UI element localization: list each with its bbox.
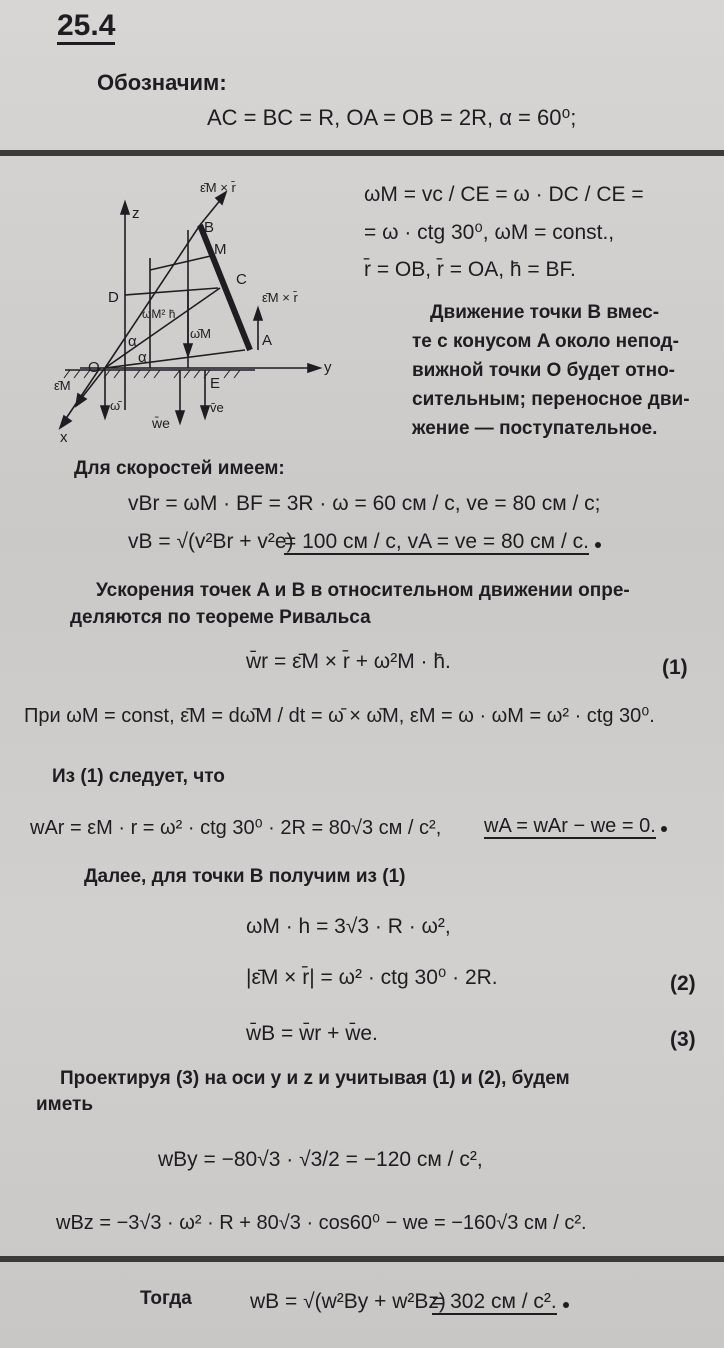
- label-z: z: [132, 205, 140, 222]
- eq-2b: |ε̄M × r̄| = ω² · ctg 30⁰ · 2R.: [246, 966, 498, 989]
- further-label: Далее, для точки B получим из (1): [84, 866, 406, 887]
- eq-vbr: vBr = ωM · BF = 3R · ω = 60 см / с, ve = 80 см / с;: [128, 492, 601, 515]
- eq-wb-right: = 302 см / с².: [432, 1290, 557, 1313]
- givens: AC = BC = R, OA = OB = 2R, α = 60⁰;: [207, 105, 577, 130]
- from-1-label: Из (1) следует, что: [52, 766, 225, 787]
- scan-edge-bottom: [0, 1256, 724, 1262]
- eq-eps: При ωM = const, ε̄M = dω̄M / dt = ω̄ × ω̄M, εM = ω · ωM = ω² · ctg 30⁰.: [24, 705, 655, 727]
- eq-2a: ωM · h = 3√3 · R · ω²,: [246, 915, 451, 938]
- right-para-2: те с конусом A около непод-: [412, 331, 679, 352]
- notation-label: Обозначим:: [97, 70, 227, 95]
- right-para-5: жение — поступательное.: [412, 418, 658, 439]
- eq-war-left: wAr = εM · r = ω² · ctg 30⁰ · 2R = 80√3 см / с²,: [30, 817, 442, 839]
- eq-1-number: (1): [662, 656, 688, 679]
- label-E: E: [210, 375, 221, 392]
- accel-intro-2: деляются по теореме Ривальса: [70, 607, 371, 628]
- underline-dot-3: [563, 1302, 569, 1308]
- speeds-label: Для скоростей имеем:: [74, 458, 285, 479]
- label-alpha-1: α: [128, 333, 137, 350]
- eq-1: w̄r = ε̄M × r̄ + ω²M · h̄.: [246, 650, 451, 673]
- label-D: D: [108, 289, 119, 306]
- eq-wb-left: wB = √(w²By + w²Bz): [250, 1290, 446, 1313]
- right-eq-3: r̄ = OB, r̄ = OA, h̄ = BF.: [364, 258, 576, 281]
- label-omega-M: ω̄M: [190, 326, 211, 341]
- label-x: x: [60, 429, 68, 446]
- then-label: Тогда: [140, 1288, 192, 1309]
- eq-3: w̄B = w̄r + w̄e.: [246, 1022, 378, 1045]
- project-2: иметь: [36, 1094, 94, 1115]
- label-y: y: [324, 359, 332, 376]
- label-w-e: w̄e: [152, 415, 170, 431]
- label-v-e: v̄e: [210, 400, 224, 415]
- underline-dot-1: [595, 542, 601, 548]
- cone-diagram: [40, 170, 360, 450]
- right-eq-2: = ω · ctg 30⁰, ωM = const.,: [364, 221, 615, 244]
- eq-2-number: (2): [670, 972, 696, 995]
- right-para-1: Движение точки B вмес-: [430, 302, 660, 323]
- right-para-4: сительным; переносное дви-: [412, 389, 690, 410]
- eq-vb-right: = 100 см / с, vA = ve = 80 см / с.: [284, 530, 589, 553]
- eq-3-number: (3): [670, 1028, 696, 1051]
- underline-dot-2: [661, 826, 667, 832]
- label-A: A: [262, 332, 273, 349]
- eq-vb-left: vB = √(v²Br + v²e): [128, 530, 294, 553]
- right-para-3: вижной точки O будет отно-: [412, 360, 676, 381]
- line-DC: [125, 288, 218, 295]
- eq-war-right: wA = wAr − we = 0.: [484, 815, 656, 837]
- project-1: Проектируя (3) на оси y и z и учитывая (1) и (2), будем: [60, 1068, 570, 1089]
- label-B: B: [204, 219, 215, 236]
- eq-wby: wBy = −80√3 · √3/2 = −120 см / с²,: [158, 1148, 483, 1171]
- label-omega-h: ωM² h̄: [142, 307, 176, 321]
- label-eps-cross-r-top: ε̄M × r̄: [200, 180, 236, 195]
- label-C: C: [236, 271, 247, 288]
- eq-wbz: wBz = −3√3 · ω² · R + 80√3 · cos60⁰ − we = −160√3 см / с².: [56, 1212, 587, 1234]
- label-omega: ω̄: [110, 398, 121, 413]
- right-eq-1: ωM = vc / CE = ω · DC / CE =: [364, 183, 644, 206]
- label-alpha-2: α: [138, 349, 147, 366]
- label-M: M: [214, 241, 227, 258]
- problem-number: 25.4: [57, 10, 115, 45]
- label-eps-M: ε̄M: [54, 378, 71, 393]
- scan-edge-top: [0, 150, 724, 156]
- label-O: O: [88, 359, 100, 376]
- label-eps-cross-r-A: ε̄M × r̄: [262, 290, 298, 305]
- accel-intro-1: Ускорения точек A и B в относительном движении опре-: [96, 580, 630, 601]
